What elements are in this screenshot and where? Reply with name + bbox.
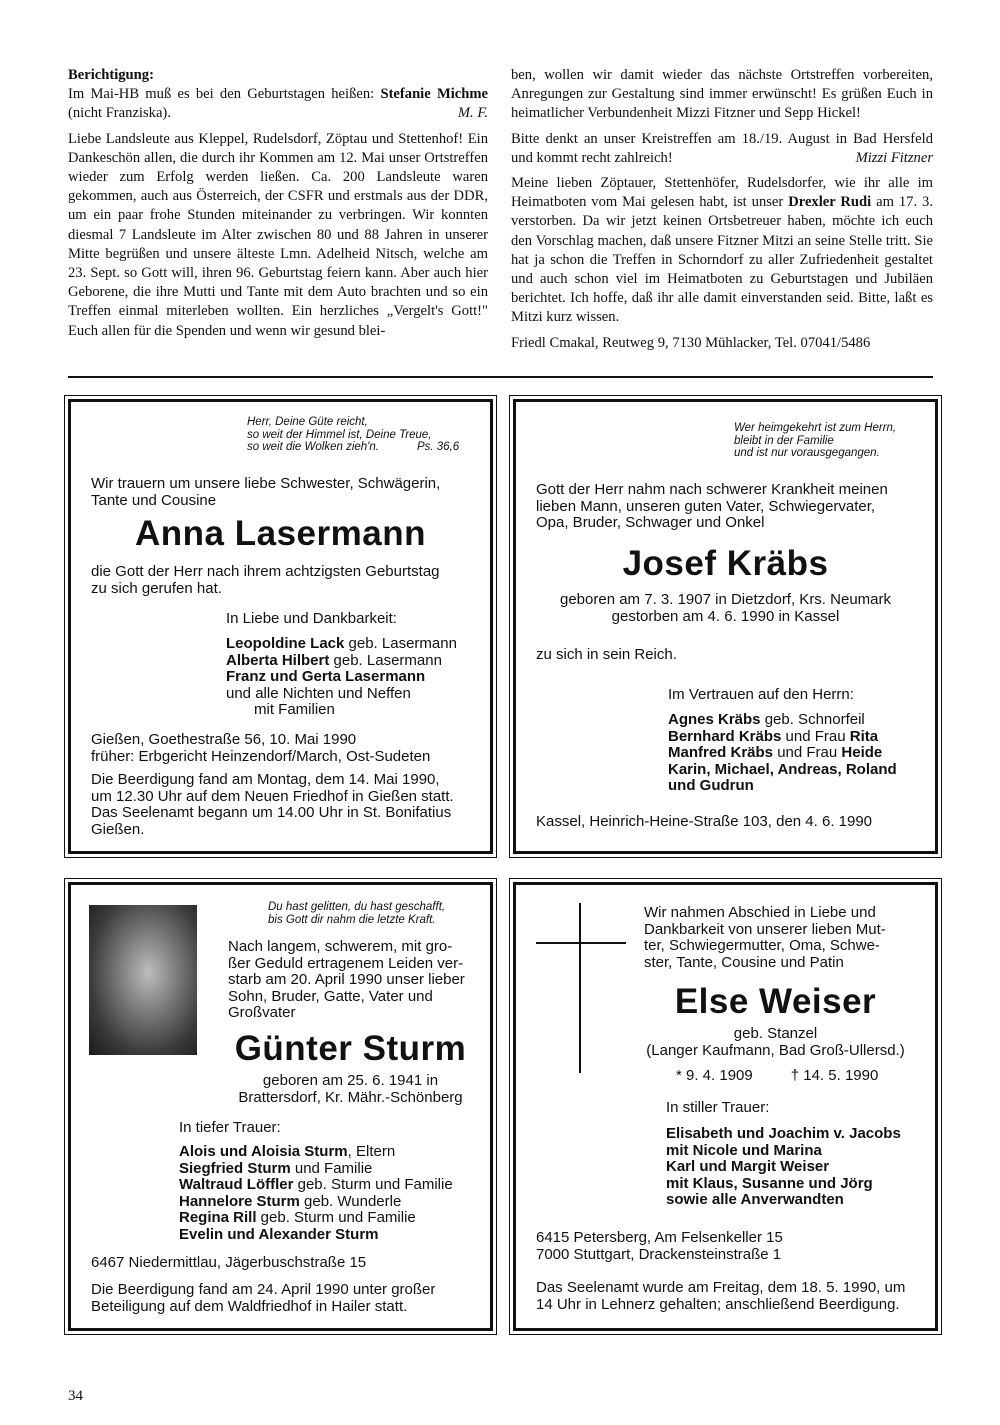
obituary-josef-kraebs — [513, 399, 938, 854]
mourning-line: Im Vertrauen auf den Herrn: — [668, 686, 854, 703]
obituary-else-weiser — [513, 882, 938, 1331]
notice-text: die Gott der Herr nach ihrem achtzigsten Geburtstag zu sich gerufen hat. — [91, 563, 440, 597]
correction-heading: Berichtigung: — [68, 67, 154, 83]
notice-place: 6415 Petersberg, Am Felsenkeller 15 7000 Stuttgart, Drackensteinstraße 1 — [536, 1229, 783, 1263]
obituary-guenter-sturm — [68, 882, 493, 1331]
bible-quote: Herr, Deine Güte reicht, so weit der Himmel ist, Deine Treue, so weit die Wolken zieh'n. Ps. 36,6 — [247, 416, 460, 453]
page-number: 34 — [68, 1388, 83, 1404]
funeral-info: Das Seelenamt wurde am Freitag, dem 18. 5. 1990, um 14 Uhr in Lehnerz gehalten; anschließend Beerdigung. — [536, 1279, 906, 1313]
cross-icon — [579, 903, 581, 1073]
obituary-anna-lasermann — [68, 399, 493, 854]
born-name: geb. Stanzel — [733, 1025, 818, 1042]
notice-intro: Wir nahmen Abschied in Liebe und Dankbarkeit von unserer lieben Mut- ter, Schwiegermutter, Oma, Schwe- ster, Tante, Cousine und Patin — [644, 904, 886, 971]
ortstreffen-paragraph: Liebe Landsleute aus Kleppel, Rudelsdorf, Zöptau und Stettenhof! Ein Dankeschön allen, die durch ihr Kommen am 12. Mai unser Ortstreffen wieder zum Erfolg werden ließen. Ca. 200 Landsleute waren gekommen, auch aus Österreich, der CSFR und erstmals aus der DDR, um ein paar frohe Stunden miteinander zu verbringen. Wir konnten diesmal 7 Landsleute im Alter zwischen 80 und 88 Jahren in unserer Mitte begrüßen und unsere älteste Lmn. Adelheid Nitsch, welche am 23. Sept. so Gott will, ihren 96. Geburtstag feiern kann. Aber auch hier Geborene, die ihre Mutti und Tante mit dem Auto brachten und so ein Treffen einmal miterleben wollten. Ein herzliches „Vergelt's Gott!" Euch allen für die Spenden und wenn wir gesund blei- — [68, 130, 488, 339]
family-list: Elisabeth und Joachim v. Jacobs mit Nicole und Marina Karl und Margit Weiser mit Klaus, Susanne und Jörg sowie alle Anverwandten — [666, 1125, 901, 1208]
origin: (Langer Kaufmann, Bad Groß-Ullersd.) — [646, 1042, 905, 1059]
right-paragraph-1: ben, wollen wir damit wieder das nächste Ortstreffen vorbereiten, Anregungen zur Gestaltung sind immer erwünscht! Es grüßen Euch in heimatlicher Verbundenheit Mizzi Fitzner und Sepp Hickel! — [511, 67, 933, 122]
notice-intro: Nach langem, schwerem, mit gro- ßer Geduld ertragenem Leiden ver- starb am 20. April 1990 unser lieber Sohn, Bruder, Gatte, Vater und Großvater — [228, 938, 465, 1021]
right-paragraph-2-signature: Mizzi Fitzner — [855, 149, 933, 166]
section-divider — [68, 376, 933, 378]
portrait-photo — [89, 905, 197, 1055]
deceased-name: Anna Lasermann — [135, 514, 426, 553]
bible-quote: Du hast gelitten, du hast geschafft, bis Gott dir nahm die letzte Kraft. — [268, 901, 446, 926]
notice-place: Gießen, Goethestraße 56, 10. Mai 1990 früher: Erbgericht Heinzendorf/March, Ost-Sudeten — [91, 731, 431, 765]
notice-place: Kassel, Heinrich-Heine-Straße 103, den 4. 6. 1990 — [536, 813, 873, 830]
family-list: Alois und Aloisia Sturm, Eltern Siegfried Sturm und Familie Waltraud Löffler geb. Sturm und Familie Hannelore Sturm geb. Wunderle Regina Rill geb. Sturm und Familie Evelin und Alexander Sturm — [179, 1143, 453, 1243]
notice-place: 6467 Niedermittlau, Jägerbuschstraße 15 — [91, 1254, 367, 1271]
correction-text: Im Mai-HB muß es bei den Geburtstagen heißen: Stefanie Michme (nicht Franziska). M. F. — [68, 85, 488, 123]
mourning-line: In stiller Trauer: — [666, 1099, 770, 1116]
family-list: Leopoldine Lack geb. Lasermann Alberta Hilbert geb. Lasermann Franz und Gerta Lasermann und alle Nichten und Neffen mit Familien — [226, 635, 457, 718]
deceased-name: Günter Sturm — [234, 1029, 467, 1068]
life-dates: * 9. 4. 1909 † 14. 5. 1990 — [676, 1067, 879, 1084]
right-paragraph-4: Friedl Cmakal, Reutweg 9, 7130 Mühlacker, Tel. 07041/5486 — [511, 334, 871, 351]
cross-icon-bar — [536, 942, 626, 944]
right-paragraph-3: Meine lieben Zöptauer, Stettenhöfer, Rudelsdorfer, wie ihr alle im Heimatboten vom Mai gelesen habt, ist unser Drexler Rudi am 17. 3. verstorben. Da wir jetzt keinen Ortsbetreuer haben, möchte ich euch den Vorschlag machen, daß unsere Fitzner Mitzi an seine Stelle tritt. Sie hat ja schon die Treffen in Schorndorf zu aller Zufriedenheit gestaltet und auch schon viel im Heimatboten zu Geburtstagen und Jubiläen berichtet. Ich hoffe, daß ihr alle damit einverstanden seid. Bitte, laßt es Mitzi kurz wissen. — [511, 175, 933, 326]
article-right-column — [511, 66, 933, 359]
mourning-line: In Liebe und Dankbarkeit: — [226, 610, 397, 627]
family-list: Agnes Kräbs geb. Schnorfeil Bernhard Kräbs und Frau Rita Manfred Kräbs und Frau Heide Karin, Michael, Andreas, Roland und Gudrun — [668, 711, 897, 794]
deceased-name: Else Weiser — [674, 982, 877, 1021]
article-left-column — [68, 66, 488, 347]
life-dates: geboren am 25. 6. 1941 in Brattersdorf, Kr. Mähr.-Schönberg — [238, 1072, 463, 1106]
bible-quote: Wer heimgekehrt ist zum Herrn, bleibt in der Familie und ist nur vorausgegangen. — [734, 422, 897, 459]
notice-intro: Gott der Herr nahm nach schwerer Krankheit meinen lieben Mann, unseren guten Vater, Schwiegervater, Opa, Bruder, Schwager und Onkel — [536, 481, 888, 531]
funeral-info: Die Beerdigung fand am Montag, dem 14. Mai 1990, um 12.30 Uhr auf dem Neuen Friedhof in Gießen statt. Das Seelenamt begann um 14.00 Uhr in St. Bonifatius Gießen. — [91, 771, 454, 838]
life-dates: geboren am 7. 3. 1907 in Dietzdorf, Krs. Neumark gestorben am 4. 6. 1990 in Kassel — [560, 591, 891, 625]
deceased-name: Josef Kräbs — [622, 544, 829, 583]
notice-text: zu sich in sein Reich. — [536, 646, 677, 663]
mourning-line: In tiefer Trauer: — [179, 1119, 281, 1136]
funeral-info: Die Beerdigung fand am 24. April 1990 unter großer Beteiligung auf dem Waldfriedhof in Hailer statt. — [91, 1281, 436, 1315]
correction-signature: M. F. — [457, 105, 488, 122]
notice-intro: Wir trauern um unsere liebe Schwester, Schwägerin, Tante und Cousine — [91, 475, 441, 509]
right-paragraph-2: Bitte denkt an unser Kreistreffen am 18./19. August in Bad Hersfeld und kommt recht zahlreich! Mizzi Fitzner — [511, 130, 933, 168]
